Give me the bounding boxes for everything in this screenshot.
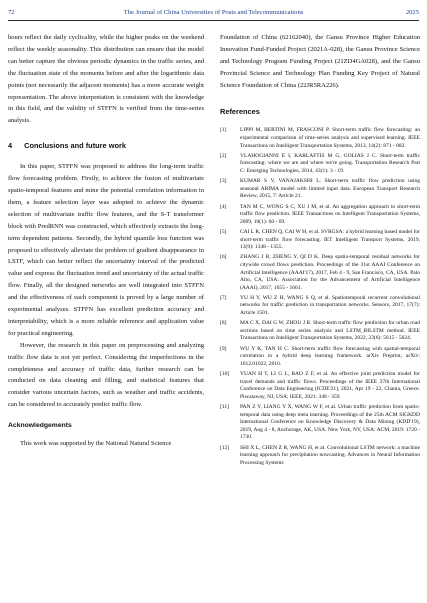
reference-item bbox=[220, 153, 420, 176]
reference-text: KUMAR S V, VANAJAKSHI L. Short-term traffic flow prediction using seasonal ARIMA model with limited input data. European Transport Research Review, 2015, 7: Article 21. bbox=[240, 178, 420, 200]
reference-item bbox=[220, 295, 420, 318]
reference-text: VLAHOGIANNI E I, KARLAFTIS M G, GOLIAS J C. Short-term traffic forecasting: where we are and where we're going. Transportation Research Part C: Emerging Technologies, 2014, 43(1): 3 - 19. bbox=[240, 152, 420, 174]
intro-paragraph: hours reflect the daily cyclicality, while the higher peaks on the weekend reflect the weekly seasonality. This distribution can ensure that the model can better capture the obvious periodic dynamics in the traffic series, and the fluctuation state of the moments before and after the logarithmic data points (not necessarily the adjacent moments) has a more accurate weight representation. The above interpretation is consistent with the knowledge in this field, and the validity of STFFN is verified from the time-series analysis. bbox=[8, 34, 204, 125]
reference-item bbox=[220, 229, 420, 252]
reference-text: PAN Z Y, LIANG Y X, WANG W F, et al. Urban traffic prediction from spatio-temporal data using deep meta learning. Proceedings of the 25th ACM SIGKDD International Conference on Knowledge Discovery & Data Mining (KDD'19), 2019, Aug 4 - 8, Anchorage, AK, USA. New York, NY, USA: ACM, 2019: 1720 - 1730. bbox=[240, 403, 420, 441]
section-title: Conclusions and future work bbox=[24, 141, 126, 151]
section-heading bbox=[8, 140, 204, 152]
reference-text: CAI L R, CHEN Q, CAI W H, et al. SVRGSA: a hybrid learning based model for short-term traffic flow forecasting. IET Intelligent Transport Systems, 2019, 13(9): 1348 - 1355. bbox=[240, 228, 420, 251]
reference-item bbox=[220, 371, 420, 401]
right-column bbox=[220, 32, 420, 599]
reference-item bbox=[220, 320, 420, 343]
reference-number: [7] bbox=[220, 294, 227, 301]
page-header bbox=[8, 7, 419, 21]
reference-number: [10] bbox=[220, 371, 230, 377]
reference-number: [8] bbox=[220, 320, 227, 327]
left-column bbox=[8, 32, 204, 599]
publication-year: 2025 bbox=[405, 9, 419, 16]
section-number: 4 bbox=[8, 141, 13, 151]
conclusions-paragraph-1: In this paper, STFFN was proposed to address the long-term traffic flow forecasting problem. Firstly, to achieve the fusion of multivariate spatio-temporal features and mine the potential correlation information in them, a feature selection layer was adopted to achieve the dynamic selection of multivariate traffic flow features, and the S-T transformer block with PredRNN was constructed, which effectively extracts the long-term dependent patterns. Secondly, the hybrid quantile loss function was proposed to effectively alleviate the problem of gradient disappearance in LSTF, which can better reflect the uncertainty interval of the predicted value and express the fluctuation trend and uncertainty of the actual traffic flow. Finally, all the designed networks are well integrated into STFFN and the effectiveness of each component is proved by a large number of experimental analyses. STFFN has excellent prediction accuracy and interpretability, which is a more reliable reference and application value for practical engineering. bbox=[8, 163, 204, 337]
reference-number: [2] bbox=[220, 152, 227, 159]
reference-number: [1] bbox=[220, 127, 227, 134]
references-heading: References bbox=[220, 106, 260, 116]
reference-text: SHI X L, CHEN Z R, WANG H, et al. Convolutional LSTM network: a machine learning approach for precipitation nowcasting. Advances in Neural Information Processing Systems bbox=[240, 444, 420, 466]
reference-item bbox=[220, 346, 420, 369]
conclusions-paragraph-2: However, the research in this paper on preprocessing and analyzing traffic flow data is not yet perfect. Considering the imperfections in the completeness and accuracy of traffic data, further research can be conducted on data cleaning and filling, and statistical features that consider various uncertain factors, such as weather and traffic accidents, can be considered to accurately predict traffic flow. bbox=[8, 341, 204, 409]
reference-list bbox=[220, 127, 420, 467]
reference-item bbox=[220, 178, 420, 201]
reference-number: [9] bbox=[220, 345, 227, 352]
reference-text: ZHANG J B, ZHENG Y, QI D K. Deep spatio-temporal residual networks for citywide crowd flows prediction. Proceedings of the 31st AAAI Conference on Artificial Intelligence (AAAI'17), 2017, Feb 4 - 9, San Francisco, CA, USA. Palo Alto, CA, USA: Association for the Advancement of Artificial Intelligence (AAAI), 2017, 1655 - 1661. bbox=[240, 254, 420, 291]
reference-text: YU H Y, WU Z H, WANG S Q, et al. Spatiotemporal recurrent convolutional networks for traffic prediction in transportation networks. Sensors, 2017, 17(7): Article 1501. bbox=[240, 294, 420, 317]
reference-item bbox=[220, 445, 420, 468]
reference-number: [12] bbox=[220, 444, 230, 451]
reference-number: [4] bbox=[220, 203, 227, 210]
acknowledgements-text: This work was supported by the National Natural Science bbox=[20, 440, 172, 448]
reference-number: [5] bbox=[220, 228, 227, 235]
reference-text: TAN M C, WONG S C, XU J M, et al. An aggregation approach to short-term traffic flow prediction. IEEE Transactions on Intelligent Transportation Systems, 2009, 10(1): 60 - 69. bbox=[240, 203, 420, 225]
reference-text: LIPPI M, BERTINI M, FRASCONI P. Short-term traffic flow forecasting: an experimental comparison of time-series analysis and supervised learning. IEEE Transactions on Intelligent Transportation Systems, 2013, 14(2): 871 - 882. bbox=[240, 127, 420, 149]
reference-text: WU Y K, TAN H C. Short-term traffic flow forecasting with spatial-temporal correlation in a hybrid deep learning framework. arXiv Preprint, arXiv: 1612.01022, 2016. bbox=[240, 345, 420, 367]
reference-item bbox=[220, 404, 420, 442]
reference-number: [3] bbox=[220, 178, 227, 185]
reference-item bbox=[220, 127, 420, 150]
reference-text: YUAN H T, LI G L, BAO Z F, et al. An effective joint prediction model for travel demands and traffic flows. Proceedings of the IEEE 37th International Conference on Data Engineering (ICDE'21), 2021, Apr 19 - 22, Chania, Greece. Piscataway, NJ, USA: IEEE, 2021: 348 - 359. bbox=[240, 371, 420, 400]
journal-title: The Journal of China Universities of Posts and Telecommunications bbox=[123, 9, 304, 16]
page-number: 72 bbox=[8, 9, 15, 16]
header-rule bbox=[8, 20, 419, 21]
reference-number: [6] bbox=[220, 254, 227, 261]
reference-item bbox=[220, 254, 420, 292]
acknowledgements-continued: Foundation of China (62162040), the Gansu Province Higher Education Innovation Fund-Funded Project (2021A-028), the Gansu Province Science and Technology Program Funding Project (21ZD4GA028), and the Gansu Provincial Science and Technology Plan Funding Key Project of Natural Science Foundation of China (22JR5RA226). bbox=[220, 34, 420, 89]
reference-text: MA C X, DAI G W, ZHOU J B. Short-term traffic flow prediction for urban road sections based on time series analysis and LSTM_BILSTM method. IEEE Transactions on Intelligent Transportation Systems, 2022, 23(6): 5615 - 5624. bbox=[240, 320, 420, 342]
acknowledgements-heading: Acknowledgements bbox=[8, 422, 72, 430]
reference-item bbox=[220, 204, 420, 227]
reference-number: [11] bbox=[220, 403, 229, 410]
